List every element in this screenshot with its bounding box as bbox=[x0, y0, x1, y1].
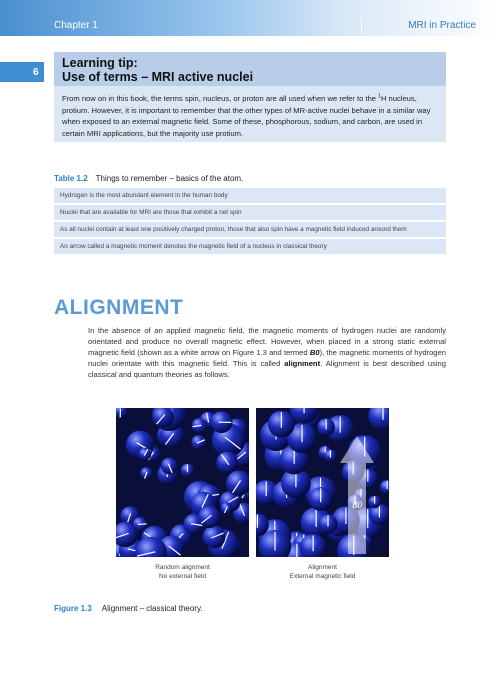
figure-title: Alignment – classical theory. bbox=[101, 604, 203, 613]
aligned-spheres-graphic bbox=[256, 408, 389, 557]
para-part1: In the absence of an applied magnetic field, the magnetic moments of hydrogen nuclei are randomly orientated and produce no overall magnetic effect. However, when placed in a strong static external magnetic field (shown as a white arrow on Figure 1.3 and termed bbox=[88, 326, 446, 357]
chapter-label: Chapter 1 bbox=[54, 20, 98, 31]
learning-tip-title bbox=[62, 56, 432, 84]
alignment-term: alignment bbox=[284, 358, 321, 368]
alignment-paragraph bbox=[88, 326, 446, 381]
figure-label: Figure 1.3 bbox=[54, 604, 92, 613]
page-number: 6 bbox=[0, 62, 44, 82]
aligned-caption bbox=[256, 563, 389, 581]
random-alignment-caption bbox=[116, 563, 249, 581]
table-label: Table 1.2 bbox=[54, 174, 88, 183]
table-row: As all nuclei contain at least one positively charged proton, those that also spin have a magnetic field induced around them bbox=[54, 222, 446, 237]
b0-term: B0 bbox=[309, 347, 320, 357]
header-divider bbox=[361, 18, 362, 34]
superscript-one: 1 bbox=[378, 93, 381, 100]
tip-body-end: H nucleus, protium. However, it is important to remember that the other types of MR-active nuclei behave in a similar way when exposed to an external magnetic field. Some of these, phosphorous, sodium, and carbon, are used in certain MRI applications, but the majority use protium. bbox=[62, 94, 431, 138]
para-part3: . Alignment is best described using classical and quantum theories as follows. bbox=[88, 358, 446, 379]
b0-arrow-label: B0 bbox=[352, 500, 362, 510]
table-title: Things to remember – basics of the atom. bbox=[95, 174, 244, 183]
random-caption-line1: Random alignment bbox=[155, 564, 210, 571]
para-part2: ), the magnetic moments of hydrogen nuclei orientate with this magnetic field. This is called bbox=[88, 347, 446, 368]
table-row: Hydrogen is the most abundant element in the human body bbox=[54, 188, 446, 203]
learning-tip-title-line1: Learning tip: bbox=[62, 56, 138, 70]
aligned-spins-image bbox=[256, 408, 389, 557]
book-title-label: MRI in Practice bbox=[408, 20, 476, 31]
aligned-caption-line1: Alignment bbox=[308, 564, 337, 571]
random-caption-line2: No external field bbox=[159, 573, 206, 580]
section-title: ALIGNMENT bbox=[54, 296, 184, 319]
random-spheres-graphic bbox=[116, 408, 249, 557]
facts-table bbox=[54, 188, 446, 256]
aligned-caption-line2: External magnetic field bbox=[289, 573, 356, 580]
table-row: Nuclei that are available for MRI are those that exhibit a net spin bbox=[54, 205, 446, 220]
random-alignment-image bbox=[116, 408, 249, 557]
table-caption bbox=[54, 174, 243, 183]
learning-tip-title-line2: Use of terms – MRI active nuclei bbox=[62, 70, 254, 84]
magnetic-moment-arrow bbox=[138, 524, 147, 525]
figure-caption bbox=[54, 604, 203, 613]
tip-body-start: From now on in this book, the terms spin, nucleus, or proton are all used when we refer to the bbox=[62, 94, 379, 103]
table-row: An arrow called a magnetic moment denotes the magnetic field of a nucleus in classical theory bbox=[54, 239, 446, 254]
learning-tip-body bbox=[62, 93, 438, 139]
